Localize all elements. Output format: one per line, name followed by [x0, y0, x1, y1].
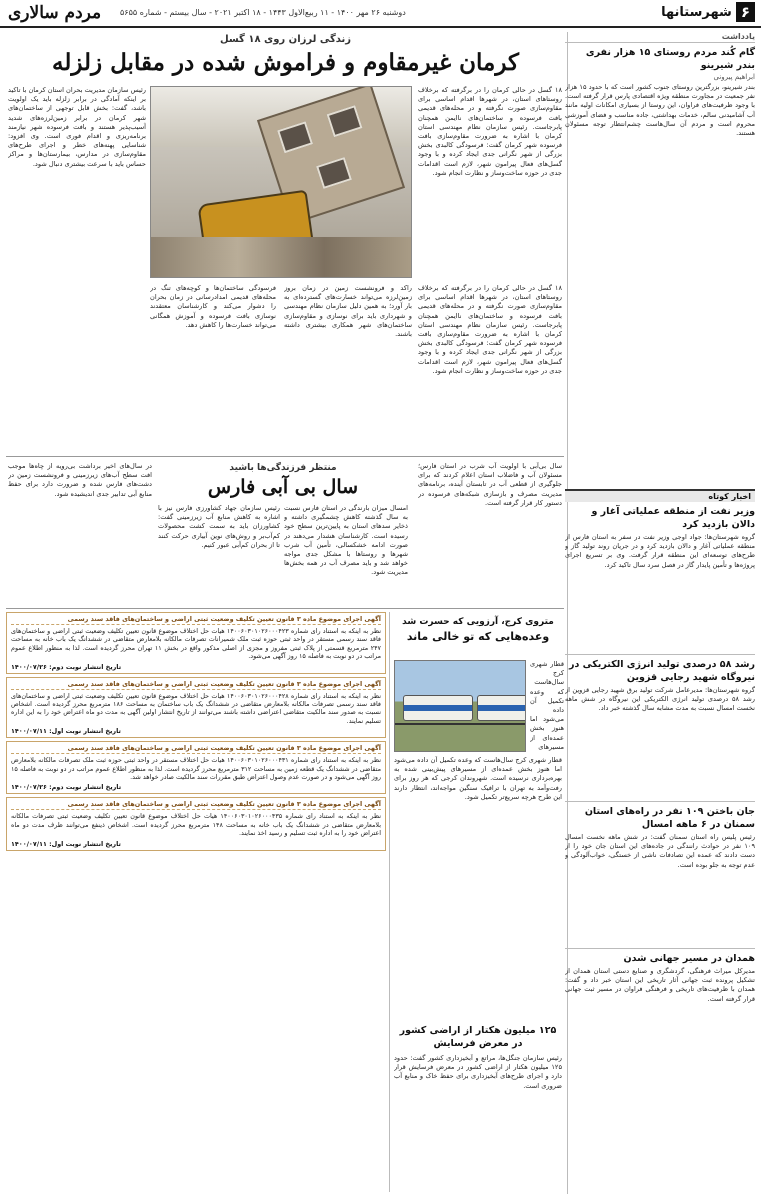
legal-notice: [6, 677, 386, 739]
short-news-title: همدان در مسیر جهانی شدن: [565, 948, 755, 965]
forest-story-title: ۱۲۵ میلیون هکتار از اراضی کشور در معرض فرسایش: [399, 1025, 557, 1049]
notice-heading: آگهی اجرای موضوع ماده ۳ قانون تعیین تکلیف وضعیت ثبتی اراضی و ساختمان‌های فاقد سند رسمی: [11, 800, 381, 810]
poster-story-kicker: منتظر فرزندگی‌ها باشید: [229, 463, 337, 473]
notice-body: نظر به اینکه به استناد رای شماره ۱۴۰۰۶۰۳۰۱۰۲۶۰۰۰۴۲۳ هیات حل اختلاف موضوع قانون تعیین تکلیف وضعیت ثبتی اراضی و ساختمان‌های فاقد سند رسمی مستقر در واحد ثبتی حوزه ثبت ملک شمیرانات تصرفات مالکانه بلامعارض متقاضی در ششدانگ یک باب خانه به مساحت ۲۴۷ مترمربع قسمتی از پلاک ثبتی مفروز و مجزی از اصلی مذکور واقع در بخش ۱۱ تهران محرز گردیده است. لذا به منظور اطلاع عموم مراتب در دو نوبت به فاصله ۱۵ روز آگهی می‌شود.: [11, 627, 381, 661]
short-news-label: اخبار کوتاه: [565, 489, 755, 502]
sidebar-label: یادداشت: [565, 32, 755, 43]
legal-notice: [6, 612, 386, 674]
sidebar: [565, 32, 755, 1192]
short-news-title: وزیر نفت از منطقه عملیاتی آغار و دالان بازدید کرد: [591, 506, 755, 530]
page-number: ۶: [736, 2, 755, 22]
newspaper-logo: مردم سالاری: [8, 3, 102, 23]
train-story-title: وعده‌هایی که تو خالی ماند: [406, 630, 550, 643]
horizontal-divider: [6, 456, 564, 457]
main-story-column-right-cont: ۱۸ گسل در حالی کرمان را در برگرفته که برخلاف روستاهای استان، در شهرها اقدام اساسی برای مقاوم‌سازی صورت نگرفته و در محله‌های قدیمی بافت فرسوده و ساختمان‌های ناایمن همچنان پابرجاست. رئیس سازمان نظام مهندسی استان کرمان با اشاره به ضرورت مقاوم‌سازی بافت فرسوده شهر کرمان گفت: فرسودگی کالبدی بخش بزرگی از شهر نگرانی جدی ایجاد کرده و با وجود گسل‌های فعال پیرامون شهر، لازم است اقدامات جدی در حوزه ساخت‌وساز و نظارت انجام شود.: [418, 284, 562, 375]
section-tag: [661, 2, 755, 22]
notice-heading: آگهی اجرای موضوع ماده ۳ قانون تعیین تکلیف وضعیت ثبتی اراضی و ساختمان‌های فاقد سند رسمی: [11, 615, 381, 625]
forest-story-body: رئیس سازمان جنگل‌ها، مراتع و آبخیزداری کشور گفت: حدود ۱۲۵ میلیون هکتار از اراضی کشور در معرض فرسایش قرار دارد و اجرای طرح‌های آبخیزداری برای حفظ خاک و منابع آب ضروری است.: [394, 1054, 562, 1090]
notice-date: تاریخ انتشار نوبت دوم: ۱۴۰۰/۰۷/۲۶: [11, 783, 122, 792]
train-story-side-text: قطار شهری کرج سال‌هاست که وعده تکمیل آن داده می‌شود اما هنوز بخش عمده‌ای از مسیرهای: [530, 660, 564, 751]
notice-body: نظر به اینکه به استناد رای شماره ۱۴۰۰۶۰۳۰۱۰۲۶۰۰۰۴۲۸ هیات حل اختلاف موضوع قانون تعیین تکلیف وضعیت ثبتی اراضی و ساختمان‌های فاقد سند رسمی تصرفات مالکانه بلامعارض متقاضی در ششدانگ یک باب ساختمان به مساحت ۱۸۶ مترمربع محرز گردیده است. اشخاص نسبت به صدور سند مالکیت متقاضی اعتراضی داشته باشند می‌توانند از تاریخ انتشار اولین آگهی به مدت دو ماه اعتراض خود را به این اداره تسلیم نمایند.: [11, 691, 381, 725]
notice-heading: آگهی اجرای موضوع ماده ۳ قانون تعیین تکلیف وضعیت ثبتی اراضی و ساختمان‌های فاقد سند رسمی: [11, 680, 381, 690]
poster-story-column-c: در سال‌های اخیر برداشت بی‌رویه از چاه‌ها موجب افت سطح آب‌های زیرزمینی و فرونشست زمین در دشت‌های فارس شده و ضرورت دارد برای حفظ منابع آبی تدابیر جدی اندیشیده شود.: [8, 462, 152, 498]
main-story-kicker: زندگی لرزان روی ۱۸ گسل: [219, 34, 352, 45]
short-news-body: مدیرکل میراث فرهنگی، گردشگری و صنایع دستی استان همدان از تشکیل پرونده ثبت جهانی آثار تاریخی این استان خبر داد و گفت: همدان با ظرفیت‌های تاریخی و فرهنگی فراوان در مسیر ثبت جهانی قرار گرفته است.: [565, 967, 755, 1003]
date-line: دوشنبه ۲۶ مهر ۱۴۰۰ - ۱۱ ربیع‌الاول ۱۴۴۳ - ۱۸ اکتبر ۲۰۲۱ - سال بیستم - شماره ۵۶۵۵: [120, 8, 406, 17]
sidebar-article-title: گام کُند مردم روستای ۱۵ هزار نفری بندر شیرینو: [585, 47, 755, 71]
notice-date: تاریخ انتشار نوبت اول: ۱۴۰۰/۰۷/۱۱: [11, 839, 121, 848]
sidebar-article-body: بندر شیرینو، بزرگترین روستای جنوب کشور است که با حدود ۱۵ هزار نفر جمعیت در مجاورت منطقه ویژه اقتصادی پارس قرار گرفته است. با وجود ظرفیت‌های فراوان، این روستا از بسیاری امکانات اولیه مانند آب آشامیدنی سالم، خدمات بهداشتی، جاده مناسب و فضای آموزشی محروم است و مردم آن سال‌هاست چشم‌انتظار توجه مسئولان هستند.: [565, 83, 755, 138]
earthquake-photo: [150, 86, 412, 278]
main-story-column-left: رئیس سازمان مدیریت بحران استان کرمان با تاکید بر اینکه آمادگی در برابر زلزله باید یک اولویت باشد، گفت: بخش قابل توجهی از ساختمان‌های شهر کرمان در برابر زمین‌لرزه‌های شدید آسیب‌پذیر هستند و بافت فرسوده شهر نیازمند برنامه‌ریزی و اقدام فوری است. وی افزود: شناسایی پهنه‌های خطر و اجرای طرح‌های مقاوم‌سازی در مدارس، بیمارستان‌ها و مراکز حساس باید با سرعت بیشتری دنبال شود.: [8, 86, 146, 168]
train-story-body: قطار شهری کرج سال‌هاست که وعده تکمیل آن داده می‌شود اما هنوز بخش عمده‌ای از مسیرهای پیش‌بینی شده به بهره‌برداری نرسیده است. شهروندان کرجی که هر روز برای رفت‌وآمد به تهران با ترافیک سنگین مواجه‌اند، انتظار دارند این طرح هرچه سریع‌تر تکمیل شود.: [394, 756, 562, 801]
train-photo: [394, 660, 526, 752]
notice-body: نظر به اینکه به استناد رای شماره ۱۴۰۰۶۰۳۰۱۰۲۶۰۰۰۴۳۱ هیات حل اختلاف مستقر در واحد ثبتی حوزه ثبت ملک تصرفات مالکانه بلامعارض متقاضی در ششدانگ یک قطعه زمین به مساحت ۳۱۲ مترمربع محرز گردیده است. لذا به منظور اطلاع عموم مراتب در دو نوبت به فاصله ۱۵ روز آگهی می‌شود و در صورت عدم وصول اعتراض طبق مقررات سند مالکیت صادر خواهد شد.: [11, 756, 381, 782]
poster-story-column-a: امسال میزان بارندگی در استان فارس نسبت به سال گذشته کاهش چشمگیری داشته و ذخایر سدهای استان به پایین‌ترین سطح خود رسیده است. کارشناسان هشدار می‌دهند در صورت ادامه خشکسالی، تأمین آب شرب شهرها و روستاها با مشکل جدی مواجه خواهد شد و باید مصرف آب در همه بخش‌ها مدیریت شود.: [284, 504, 408, 577]
legal-notice: [6, 797, 386, 850]
lead-column: سال بی‌آبی با اولویت آب شرب در استان فارس؛ مسئولان آب و فاضلاب استان اعلام کردند که برای جلوگیری از قطعی آب در تابستان آینده، برنامه‌های مدیریت مصرف و بازسازی شبکه‌های فرسوده در دستور کار قرار گرفته است.: [418, 462, 562, 507]
notice-date: تاریخ انتشار نوبت اول: ۱۴۰۰/۰۷/۱۱: [11, 727, 121, 736]
legal-notices: [6, 612, 386, 1192]
notice-body: نظر به اینکه به استناد رای شماره ۱۴۰۰۶۰۳۰۱۰۲۶۰۰۰۴۳۵ هیات حل اختلاف موضوع قانون تعیین تکلیف وضعیت ثبتی تصرفات مالکانه بلامعارض متقاضی در ششدانگ یک باب خانه به مساحت ۱۴۸ مترمربع محرز گردیده است. اشخاص ذینفع می‌توانند ظرف مدت دو ماه اعتراض خود را به اداره ثبت تسلیم و رسید اخذ نمایند.: [11, 812, 381, 838]
main-story-column-under-b: راکد و فرونشست زمین در زمان بروز زمین‌لرزه می‌تواند خسارت‌های گسترده‌ای به بار آورد؛ به همین دلیل سازمان نظام مهندسی و شهرداری باید برای نوسازی و مقاوم‌سازی ساختمان‌های شهر همکاری بیشتری داشته باشند.: [284, 284, 412, 339]
main-story-column-right: ۱۸ گسل در حالی کرمان را در برگرفته که برخلاف روستاهای استان، در شهرها اقدام اساسی برای مقاوم‌سازی صورت نگرفته و در محله‌های قدیمی بافت فرسوده و ساختمان‌های ناایمن همچنان پابرجاست. رئیس سازمان نظام مهندسی استان کرمان با اشاره به ضرورت مقاوم‌سازی بافت فرسوده شهر کرمان گفت: فرسودگی کالبدی بخش بزرگی از شهر نگرانی جدی ایجاد کرده و با وجود گسل‌های فعال پیرامون شهر، لازم است اقدامات جدی در حوزه ساخت‌وساز و نظارت انجام شود.: [418, 86, 562, 177]
short-news-title: جان باختن ۱۰۹ نفر در راه‌های استان سمنان در ۶ ماهه امسال: [565, 801, 755, 831]
horizontal-divider: [6, 608, 564, 609]
poster-story-column-b: رئیس سازمان جهاد کشاورزی فارس نیز با اشاره به کاهش منابع آب زیرزمینی گفت: کشاورزان باید به سمت کشت محصولات کم‌آب‌بر و روش‌های نوین آبیاری حرکت کنند تا از بحران کم‌آبی عبور کنیم.: [158, 504, 280, 549]
column-divider: [389, 612, 390, 1192]
section-name: شهرستانها: [661, 4, 732, 20]
short-news-title: رشد ۵۸ درصدی تولید انرژی الکتریکی در نیروگاه شهید رجایی قزوین: [565, 654, 755, 684]
train-story-kicker: متروی کرج، آرزویی که حسرت شد: [402, 617, 554, 627]
page-header: [0, 0, 761, 28]
main-story-column-under-a: فرسودگی ساختمان‌ها و کوچه‌های تنگ در محله‌های قدیمی امدادرسانی در زمان بحران را دشوار می‌کند و کارشناسان معتقدند نوسازی بافت فرسوده و آموزش همگانی می‌تواند خسارت‌ها را کاهش دهد.: [150, 284, 276, 329]
short-news-body: رئیس پلیس راه استان سمنان گفت: در شش ماهه نخست امسال ۱۰۹ نفر در حوادث رانندگی در جاده‌های این استان جان خود را از دست دادند که عمده این تصادفات ناشی از خستگی، خواب‌آلودگی و عدم توجه به جلو بوده است.: [565, 833, 755, 869]
short-news-body: گروه شهرستان‌ها: جواد اوجی وزیر نفت در سفر به استان فارس از منطقه عملیاتی آغار و دالان بازدید کرد و در جریان روند تولید گاز و طرح‌های توسعه‌ای این منطقه قرار گرفت. وی بر تسریع اجرای پروژه‌ها و تأمین پایدار گاز در فصل سرد سال تاکید کرد.: [565, 533, 755, 569]
main-story-title: کرمان غیرمقاوم و فراموش شده در مقابل زلزله: [51, 49, 519, 76]
notice-date: تاریخ انتشار نوبت دوم: ۱۴۰۰/۰۷/۲۶: [11, 662, 122, 671]
notice-heading: آگهی اجرای موضوع ماده ۳ قانون تعیین تکلیف وضعیت ثبتی اراضی و ساختمان‌های فاقد سند رسمی: [11, 744, 381, 754]
poster-story-title: سال بی آبی فارس: [207, 476, 359, 498]
short-news-body: گروه شهرستان‌ها: مدیرعامل شرکت تولید برق شهید رجایی قزوین از رشد ۵۸ درصدی تولید انرژی الکتریکی این نیروگاه در شش ماهه نخست امسال نسبت به مدت مشابه سال گذشته خبر داد.: [565, 686, 755, 713]
sidebar-byline: ابراهیم پیرونی: [713, 73, 755, 81]
legal-notice: [6, 741, 386, 794]
